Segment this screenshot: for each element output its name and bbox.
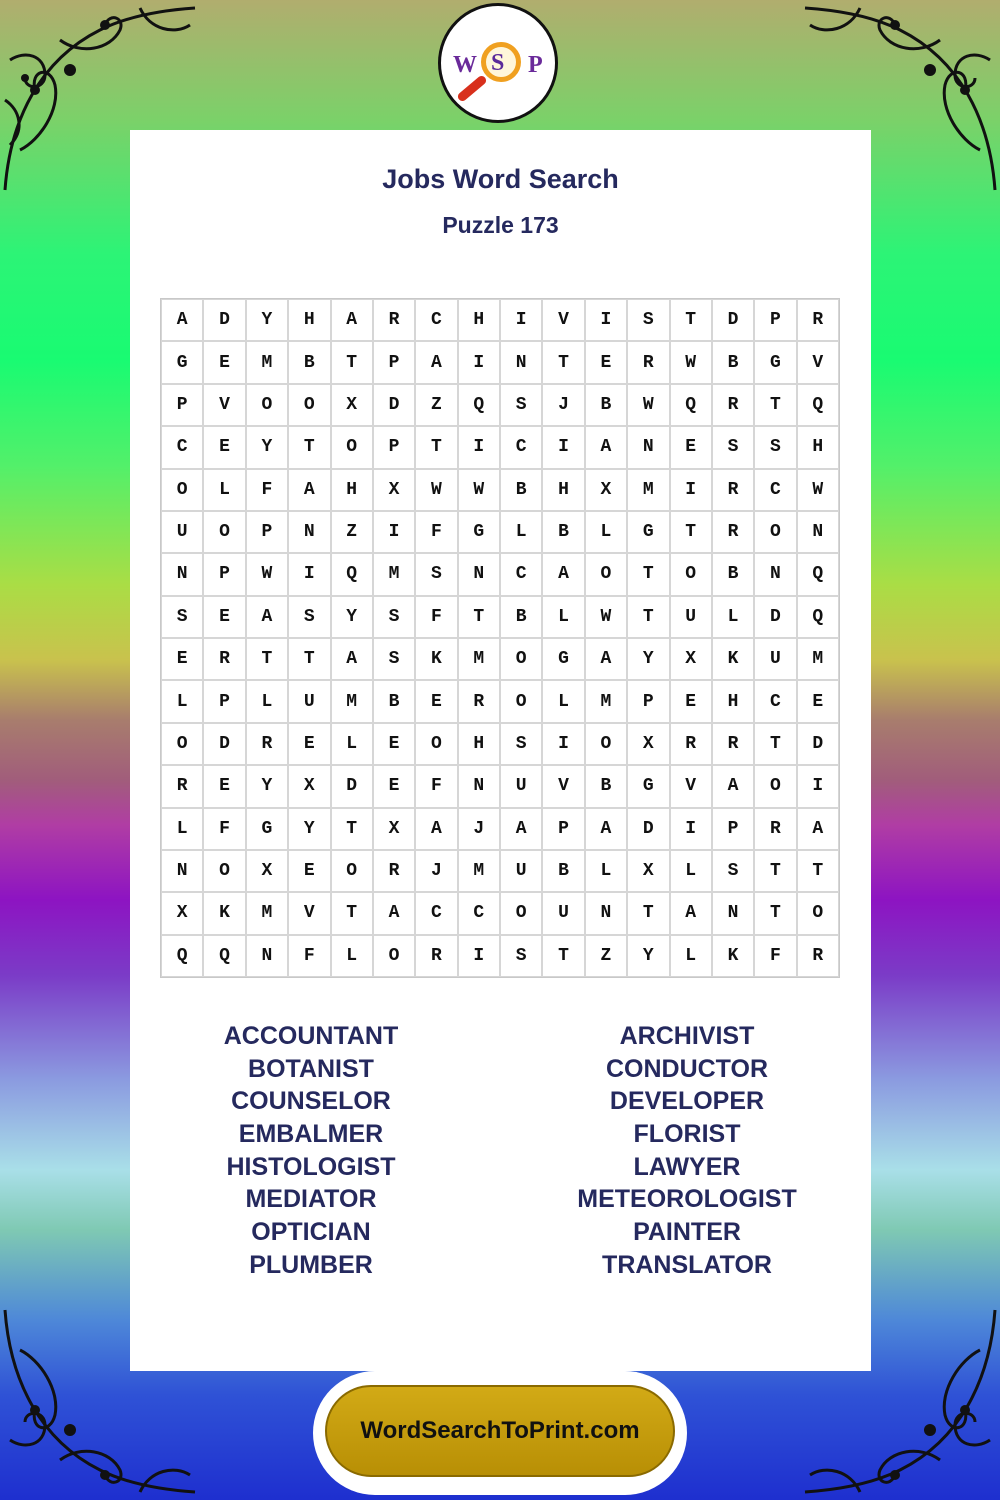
grid-cell: E: [670, 426, 712, 468]
grid-cell: O: [161, 723, 203, 765]
grid-cell: Q: [670, 384, 712, 426]
grid-cell: C: [415, 892, 457, 934]
grid-cell: I: [458, 426, 500, 468]
grid-cell: T: [627, 892, 669, 934]
grid-cell: B: [373, 680, 415, 722]
letter-grid: [160, 298, 840, 978]
grid-cell: S: [373, 638, 415, 680]
grid-cell: N: [627, 426, 669, 468]
grid-cell: T: [542, 935, 584, 977]
grid-cell: P: [373, 426, 415, 468]
grid-cell: B: [542, 511, 584, 553]
grid-cell: G: [754, 341, 796, 383]
grid-cell: Y: [246, 765, 288, 807]
grid-cell: R: [754, 808, 796, 850]
grid-cell: Z: [415, 384, 457, 426]
grid-cell: A: [331, 299, 373, 341]
grid-cell: M: [373, 553, 415, 595]
word-list-item: OPTICIAN: [251, 1218, 371, 1247]
grid-cell: O: [500, 680, 542, 722]
grid-cell: Q: [203, 935, 245, 977]
grid-cell: O: [331, 426, 373, 468]
grid-cell: P: [542, 808, 584, 850]
grid-cell: T: [331, 892, 373, 934]
grid-cell: F: [415, 511, 457, 553]
grid-cell: D: [203, 299, 245, 341]
grid-cell: I: [500, 299, 542, 341]
grid-cell: Q: [797, 596, 839, 638]
grid-cell: Y: [246, 426, 288, 468]
grid-cell: J: [542, 384, 584, 426]
grid-cell: O: [288, 384, 330, 426]
grid-cell: F: [203, 808, 245, 850]
grid-cell: E: [415, 680, 457, 722]
grid-cell: S: [288, 596, 330, 638]
grid-cell: Q: [331, 553, 373, 595]
grid-cell: D: [797, 723, 839, 765]
grid-cell: K: [712, 935, 754, 977]
grid-cell: W: [415, 469, 457, 511]
grid-cell: D: [331, 765, 373, 807]
logo-letter-p: P: [528, 52, 543, 78]
grid-cell: V: [203, 384, 245, 426]
word-list-item: HISTOLOGIST: [226, 1152, 396, 1181]
grid-cell: L: [161, 808, 203, 850]
grid-cell: G: [458, 511, 500, 553]
grid-cell: R: [458, 680, 500, 722]
grid-cell: B: [585, 384, 627, 426]
grid-cell: G: [627, 511, 669, 553]
grid-cell: Y: [627, 935, 669, 977]
grid-cell: E: [203, 596, 245, 638]
grid-cell: X: [627, 723, 669, 765]
grid-cell: S: [373, 596, 415, 638]
grid-cell: I: [670, 808, 712, 850]
grid-cell: I: [542, 426, 584, 468]
grid-cell: U: [500, 765, 542, 807]
grid-cell: R: [161, 765, 203, 807]
grid-cell: C: [500, 426, 542, 468]
grid-cell: Y: [288, 808, 330, 850]
grid-cell: D: [203, 723, 245, 765]
word-list-item: EMBALMER: [238, 1120, 384, 1149]
grid-cell: F: [754, 935, 796, 977]
grid-cell: Y: [627, 638, 669, 680]
grid-cell: L: [203, 469, 245, 511]
grid-cell: S: [500, 723, 542, 765]
word-list-item: ARCHIVIST: [619, 1022, 755, 1050]
grid-cell: M: [458, 850, 500, 892]
grid-cell: X: [161, 892, 203, 934]
grid-cell: S: [712, 426, 754, 468]
grid-cell: O: [203, 850, 245, 892]
word-list-item: LAWYER: [633, 1152, 741, 1181]
grid-cell: O: [331, 850, 373, 892]
grid-cell: I: [670, 469, 712, 511]
grid-cell: E: [797, 680, 839, 722]
grid-cell: O: [585, 553, 627, 595]
grid-cell: K: [712, 638, 754, 680]
word-list-item: TRANSLATOR: [602, 1250, 772, 1279]
grid-cell: I: [797, 765, 839, 807]
grid-cell: X: [670, 638, 712, 680]
grid-cell: N: [246, 935, 288, 977]
grid-cell: O: [500, 638, 542, 680]
grid-cell: B: [585, 765, 627, 807]
word-list-item: PLUMBER: [249, 1250, 373, 1279]
word-list-item: DEVELOPER: [609, 1087, 765, 1116]
grid-cell: E: [161, 638, 203, 680]
grid-cell: N: [797, 511, 839, 553]
grid-cell: E: [288, 850, 330, 892]
grid-cell: X: [373, 469, 415, 511]
grid-cell: B: [712, 341, 754, 383]
grid-cell: H: [542, 469, 584, 511]
grid-cell: A: [373, 892, 415, 934]
grid-cell: D: [712, 299, 754, 341]
grid-cell: V: [797, 341, 839, 383]
grid-cell: L: [500, 511, 542, 553]
grid-cell: H: [458, 723, 500, 765]
grid-cell: O: [670, 553, 712, 595]
grid-cell: J: [415, 850, 457, 892]
grid-cell: N: [585, 892, 627, 934]
grid-cell: K: [415, 638, 457, 680]
grid-cell: C: [415, 299, 457, 341]
grid-cell: R: [246, 723, 288, 765]
grid-cell: U: [670, 596, 712, 638]
grid-cell: R: [797, 299, 839, 341]
grid-cell: A: [670, 892, 712, 934]
grid-cell: G: [542, 638, 584, 680]
grid-cell: O: [246, 384, 288, 426]
grid-cell: T: [627, 553, 669, 595]
grid-cell: T: [415, 426, 457, 468]
grid-cell: U: [500, 850, 542, 892]
word-list-item: CONDUCTOR: [605, 1054, 769, 1083]
grid-cell: N: [458, 553, 500, 595]
grid-cell: C: [161, 426, 203, 468]
grid-cell: Q: [161, 935, 203, 977]
grid-cell: P: [246, 511, 288, 553]
grid-cell: T: [670, 511, 712, 553]
grid-cell: U: [161, 511, 203, 553]
grid-cell: T: [458, 596, 500, 638]
grid-cell: W: [585, 596, 627, 638]
grid-cell: I: [373, 511, 415, 553]
grid-cell: L: [542, 680, 584, 722]
grid-cell: W: [797, 469, 839, 511]
grid-cell: M: [246, 892, 288, 934]
grid-cell: B: [712, 553, 754, 595]
grid-cell: M: [627, 469, 669, 511]
grid-cell: C: [754, 680, 796, 722]
grid-cell: E: [203, 341, 245, 383]
grid-cell: P: [627, 680, 669, 722]
grid-cell: R: [627, 341, 669, 383]
grid-cell: S: [627, 299, 669, 341]
grid-cell: O: [203, 511, 245, 553]
puzzle-number: Puzzle 173: [442, 212, 559, 238]
grid-cell: T: [670, 299, 712, 341]
grid-cell: L: [331, 935, 373, 977]
word-list-item: PAINTER: [633, 1218, 741, 1247]
grid-cell: P: [373, 341, 415, 383]
word-list-right: [502, 1020, 872, 1282]
grid-cell: A: [585, 426, 627, 468]
grid-cell: Q: [797, 553, 839, 595]
grid-cell: I: [458, 341, 500, 383]
grid-cell: R: [712, 384, 754, 426]
puzzle-sheet: [130, 130, 871, 1371]
grid-cell: S: [754, 426, 796, 468]
grid-cell: I: [585, 299, 627, 341]
page-title: Jobs Word Search: [382, 164, 619, 194]
grid-cell: M: [585, 680, 627, 722]
grid-cell: K: [203, 892, 245, 934]
grid-cell: L: [161, 680, 203, 722]
grid-cell: Y: [246, 299, 288, 341]
word-list-item: MEDIATOR: [245, 1185, 377, 1214]
grid-cell: Q: [797, 384, 839, 426]
grid-cell: L: [670, 935, 712, 977]
grid-cell: W: [670, 341, 712, 383]
word-list-item: BOTANIST: [248, 1054, 374, 1083]
grid-cell: B: [542, 850, 584, 892]
grid-cell: F: [415, 596, 457, 638]
grid-cell: T: [331, 808, 373, 850]
grid-cell: D: [373, 384, 415, 426]
site-logo[interactable]: [438, 3, 558, 123]
grid-cell: Z: [585, 935, 627, 977]
grid-cell: N: [754, 553, 796, 595]
grid-cell: T: [754, 723, 796, 765]
grid-cell: E: [203, 765, 245, 807]
grid-cell: R: [373, 850, 415, 892]
footer-link[interactable]: WordSearchToPrint.com: [325, 1385, 675, 1477]
grid-cell: A: [331, 638, 373, 680]
grid-cell: X: [585, 469, 627, 511]
grid-cell: T: [246, 638, 288, 680]
grid-cell: R: [670, 723, 712, 765]
grid-cell: E: [203, 426, 245, 468]
grid-cell: O: [754, 511, 796, 553]
grid-cell: O: [797, 892, 839, 934]
grid-cell: J: [458, 808, 500, 850]
word-list-item: METEOROLOGIST: [577, 1185, 797, 1214]
grid-cell: E: [373, 723, 415, 765]
grid-cell: C: [500, 553, 542, 595]
grid-cell: S: [415, 553, 457, 595]
grid-cell: B: [500, 469, 542, 511]
grid-cell: N: [288, 511, 330, 553]
grid-cell: C: [754, 469, 796, 511]
grid-cell: L: [246, 680, 288, 722]
grid-cell: A: [161, 299, 203, 341]
grid-cell: T: [754, 850, 796, 892]
word-list-item: FLORIST: [633, 1120, 741, 1149]
grid-cell: O: [500, 892, 542, 934]
grid-cell: U: [288, 680, 330, 722]
grid-cell: A: [585, 808, 627, 850]
grid-cell: S: [161, 596, 203, 638]
grid-cell: X: [627, 850, 669, 892]
grid-cell: N: [458, 765, 500, 807]
grid-cell: F: [246, 469, 288, 511]
grid-cell: L: [670, 850, 712, 892]
word-list-item: ACCOUNTANT: [223, 1022, 399, 1050]
grid-cell: N: [161, 850, 203, 892]
grid-cell: C: [458, 892, 500, 934]
grid-cell: R: [797, 935, 839, 977]
grid-cell: Y: [331, 596, 373, 638]
grid-cell: S: [500, 384, 542, 426]
grid-cell: L: [585, 511, 627, 553]
grid-cell: L: [585, 850, 627, 892]
grid-cell: G: [627, 765, 669, 807]
grid-cell: T: [754, 892, 796, 934]
grid-cell: I: [458, 935, 500, 977]
grid-cell: F: [415, 765, 457, 807]
grid-cell: H: [288, 299, 330, 341]
grid-cell: X: [331, 384, 373, 426]
grid-cell: T: [288, 426, 330, 468]
grid-cell: G: [246, 808, 288, 850]
grid-cell: H: [331, 469, 373, 511]
grid-cell: P: [203, 680, 245, 722]
grid-cell: S: [500, 935, 542, 977]
grid-cell: O: [373, 935, 415, 977]
grid-cell: M: [331, 680, 373, 722]
grid-cell: I: [542, 723, 584, 765]
grid-cell: A: [415, 341, 457, 383]
grid-cell: S: [712, 850, 754, 892]
grid-cell: E: [670, 680, 712, 722]
grid-cell: E: [585, 341, 627, 383]
grid-cell: X: [288, 765, 330, 807]
grid-cell: V: [542, 299, 584, 341]
grid-cell: A: [797, 808, 839, 850]
grid-cell: M: [797, 638, 839, 680]
grid-cell: U: [542, 892, 584, 934]
grid-cell: X: [373, 808, 415, 850]
grid-cell: O: [161, 469, 203, 511]
grid-cell: X: [246, 850, 288, 892]
grid-cell: B: [288, 341, 330, 383]
grid-cell: R: [712, 723, 754, 765]
grid-cell: F: [288, 935, 330, 977]
grid-cell: T: [797, 850, 839, 892]
grid-cell: A: [288, 469, 330, 511]
grid-cell: M: [246, 341, 288, 383]
grid-cell: T: [288, 638, 330, 680]
grid-cell: R: [712, 511, 754, 553]
grid-cell: U: [754, 638, 796, 680]
grid-cell: R: [415, 935, 457, 977]
grid-cell: N: [712, 892, 754, 934]
grid-cell: E: [373, 765, 415, 807]
grid-cell: R: [203, 638, 245, 680]
grid-cell: P: [712, 808, 754, 850]
word-list-item: COUNSELOR: [231, 1087, 391, 1116]
grid-cell: P: [161, 384, 203, 426]
grid-cell: O: [585, 723, 627, 765]
grid-cell: R: [712, 469, 754, 511]
grid-cell: A: [415, 808, 457, 850]
grid-cell: H: [712, 680, 754, 722]
grid-cell: P: [754, 299, 796, 341]
word-list-left: [126, 1020, 496, 1282]
grid-cell: P: [203, 553, 245, 595]
grid-cell: A: [500, 808, 542, 850]
grid-cell: A: [585, 638, 627, 680]
grid-cell: M: [458, 638, 500, 680]
grid-cell: I: [288, 553, 330, 595]
grid-cell: W: [246, 553, 288, 595]
grid-cell: W: [458, 469, 500, 511]
grid-cell: T: [627, 596, 669, 638]
grid-cell: D: [754, 596, 796, 638]
grid-cell: N: [500, 341, 542, 383]
grid-cell: Q: [458, 384, 500, 426]
grid-cell: L: [712, 596, 754, 638]
grid-cell: T: [331, 341, 373, 383]
grid-cell: O: [754, 765, 796, 807]
grid-cell: T: [542, 341, 584, 383]
grid-cell: V: [670, 765, 712, 807]
grid-cell: V: [542, 765, 584, 807]
grid-cell: A: [246, 596, 288, 638]
logo-letter-s: S: [491, 50, 505, 76]
grid-cell: A: [542, 553, 584, 595]
grid-cell: N: [161, 553, 203, 595]
grid-cell: G: [161, 341, 203, 383]
grid-cell: W: [627, 384, 669, 426]
logo-letter-w: W: [453, 52, 477, 78]
grid-cell: T: [754, 384, 796, 426]
grid-cell: A: [712, 765, 754, 807]
grid-cell: L: [542, 596, 584, 638]
grid-cell: B: [500, 596, 542, 638]
grid-cell: R: [373, 299, 415, 341]
grid-cell: O: [415, 723, 457, 765]
grid-cell: H: [797, 426, 839, 468]
grid-cell: L: [331, 723, 373, 765]
grid-cell: H: [458, 299, 500, 341]
grid-cell: Z: [331, 511, 373, 553]
grid-cell: V: [288, 892, 330, 934]
grid-cell: E: [288, 723, 330, 765]
grid-cell: D: [627, 808, 669, 850]
